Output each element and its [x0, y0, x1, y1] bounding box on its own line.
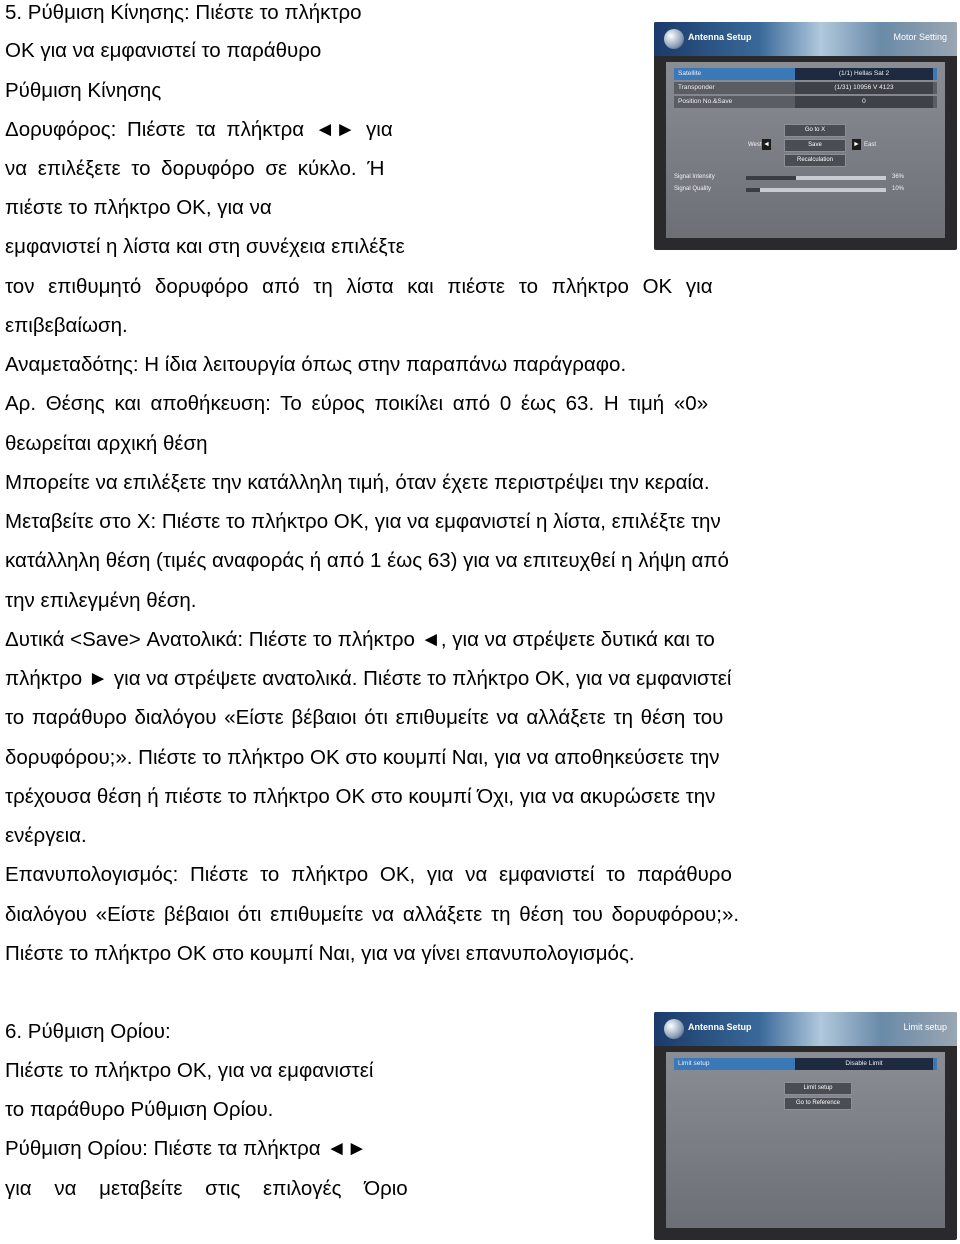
text-line: Δορυφόρος: Πιέστε τα πλήκτρα ◄► για	[5, 118, 393, 141]
text-line: διαλόγου «Είστε βέβαιοι ότι επιθυμείτε να αλλάξετε τη θέση του δορυφόρου;».	[5, 903, 740, 926]
satellite-row[interactable]	[674, 68, 937, 80]
signal-quality-value: 10%	[892, 186, 905, 192]
text-line: 5. Ρύθμιση Κίνησης: Πιέστε το πλήκτρο	[5, 1, 362, 24]
text-line: την επιλεγμένη θέση.	[5, 589, 197, 612]
screen-header	[654, 22, 957, 56]
text-line: Επανυπολογισμός: Πιέστε το πλήκτρο OK, για να εμφανιστεί το παράθυρο	[5, 863, 732, 886]
screen-title: Limit setup	[903, 1022, 947, 1032]
text-line: εμφανιστεί η λίστα και στη συνέχεια επιλέξτε	[5, 235, 405, 258]
position-row[interactable]	[674, 96, 937, 108]
text-line: δορυφόρου;». Πιέστε το πλήκτρο OK στο κουμπί Ναι, για να αποθηκεύσετε την	[5, 746, 720, 769]
text-line: κατάλληλη θέση (τιμές αναφοράς ή από 1 έως 63) για να επιτευχθεί η λήψη από	[5, 549, 729, 572]
text-line: Αρ. Θέσης και αποθήκευση: Το εύρος ποικίλει από 0 έως 63. Η τιμή «0»	[5, 392, 709, 415]
text-line: Ρύθμιση Κίνησης	[5, 79, 162, 102]
text-line: Πιέστε το πλήκτρο OK, για να εμφανιστεί	[5, 1059, 374, 1082]
row-label: Satellite	[678, 70, 702, 77]
text-line: Πιέστε το πλήκτρο OK στο κουμπί Ναι, για να γίνει επανυπολογισμός.	[5, 942, 635, 965]
row-value: 0	[795, 96, 933, 108]
row-value: (1/1) Hellas Sat 2	[795, 68, 933, 80]
text-line: για να μεταβείτε στις επιλογές Όριο	[5, 1177, 408, 1200]
antenna-logo-icon	[664, 29, 684, 49]
screen-body	[666, 62, 945, 238]
recalculation-button[interactable]: Recalculation	[784, 154, 846, 167]
signal-quality-label: Signal Quality	[674, 186, 712, 192]
text-line: ενέργεια.	[5, 824, 87, 847]
signal-intensity-value: 36%	[892, 174, 905, 180]
signal-intensity-label: Signal Intensity	[674, 174, 715, 180]
west-label: West	[748, 142, 762, 148]
row-value: (1/31) 10956 V 4123	[795, 82, 933, 94]
text-span: OK για να εμφανιστεί το παράθυρο	[5, 39, 322, 62]
goto-x-button[interactable]: Go to X	[784, 124, 846, 137]
screen-title: Motor Setting	[893, 32, 947, 42]
screen-body	[666, 1052, 945, 1228]
row-label: Position No.&Save	[678, 98, 733, 105]
goto-reference-button[interactable]: Go to Reference	[784, 1097, 852, 1110]
app-title: Antenna Setup	[688, 1022, 752, 1032]
text-line: τρέχουσα θέση ή πιέστε το πλήκτρο OK στο κουμπί Όχι, για να ακυρώσετε την	[5, 785, 716, 808]
text-line: Αναμεταδότης: Η ίδια λειτουργία όπως στην παραπάνω παράγραφο.	[5, 353, 627, 376]
motor-setting-screenshot	[654, 22, 957, 250]
limit-setup-screenshot	[654, 1012, 957, 1240]
text-line: να επιλέξετε το δορυφόρο σε κύκλο. Ή	[5, 157, 385, 180]
text-line	[5, 39, 425, 63]
text-line: Ρύθμιση Ορίου: Πιέστε τα πλήκτρα ◄►	[5, 1137, 367, 1160]
text-line: το παράθυρο διαλόγου «Είστε βέβαιοι ότι επιθυμείτε να αλλάξετε τη θέση του	[5, 706, 724, 729]
text-line: επιβεβαίωση.	[5, 314, 128, 337]
antenna-logo-icon	[664, 1019, 684, 1039]
limit-setup-button[interactable]: Limit setup	[784, 1082, 852, 1095]
signal-quality-fill	[746, 188, 760, 192]
app-title: Antenna Setup	[688, 32, 752, 42]
text-line: το παράθυρο Ρύθμιση Ορίου.	[5, 1098, 274, 1121]
row-value: Disable Limit	[795, 1058, 933, 1070]
signal-intensity-fill	[746, 176, 796, 180]
west-arrow-icon[interactable]: ◄	[763, 141, 770, 148]
text-line: Μεταβείτε στο X: Πιέστε το πλήκτρο OK, για να εμφανιστεί η λίστα, επιλέξτε την	[5, 510, 721, 533]
save-button[interactable]: Save	[784, 139, 846, 152]
text-line: πλήκτρο ► για να στρέψετε ανατολικά. Πιέστε το πλήκτρο OK, για να εμφανιστεί	[5, 667, 732, 690]
screen-header	[654, 1012, 957, 1046]
text-line: θεωρείται αρχική θέση	[5, 432, 208, 455]
limit-setup-row[interactable]	[674, 1058, 937, 1070]
signal-intensity-bar	[746, 176, 886, 180]
east-label: East	[864, 142, 877, 148]
text-line: τον επιθυμητό δορυφόρο από τη λίστα και πιέστε το πλήκτρο OK για	[5, 275, 713, 298]
text-line: Μπορείτε να επιλέξετε την κατάλληλη τιμή, όταν έχετε περιστρέψει την κεραία.	[5, 471, 710, 494]
transponder-row[interactable]	[674, 82, 937, 94]
east-arrow-icon[interactable]: ►	[853, 141, 860, 148]
row-label: Limit setup	[678, 1060, 710, 1067]
section-heading: 6. Ρύθμιση Ορίου:	[5, 1020, 171, 1043]
text-line: Δυτικά <Save> Ανατολικά: Πιέστε το πλήκτρο ◄, για να στρέψετε δυτικά και το	[5, 628, 715, 651]
text-line: πιέστε το πλήκτρο OK, για να	[5, 196, 272, 219]
signal-quality-bar	[746, 188, 886, 192]
row-label: Transponder	[678, 84, 715, 91]
